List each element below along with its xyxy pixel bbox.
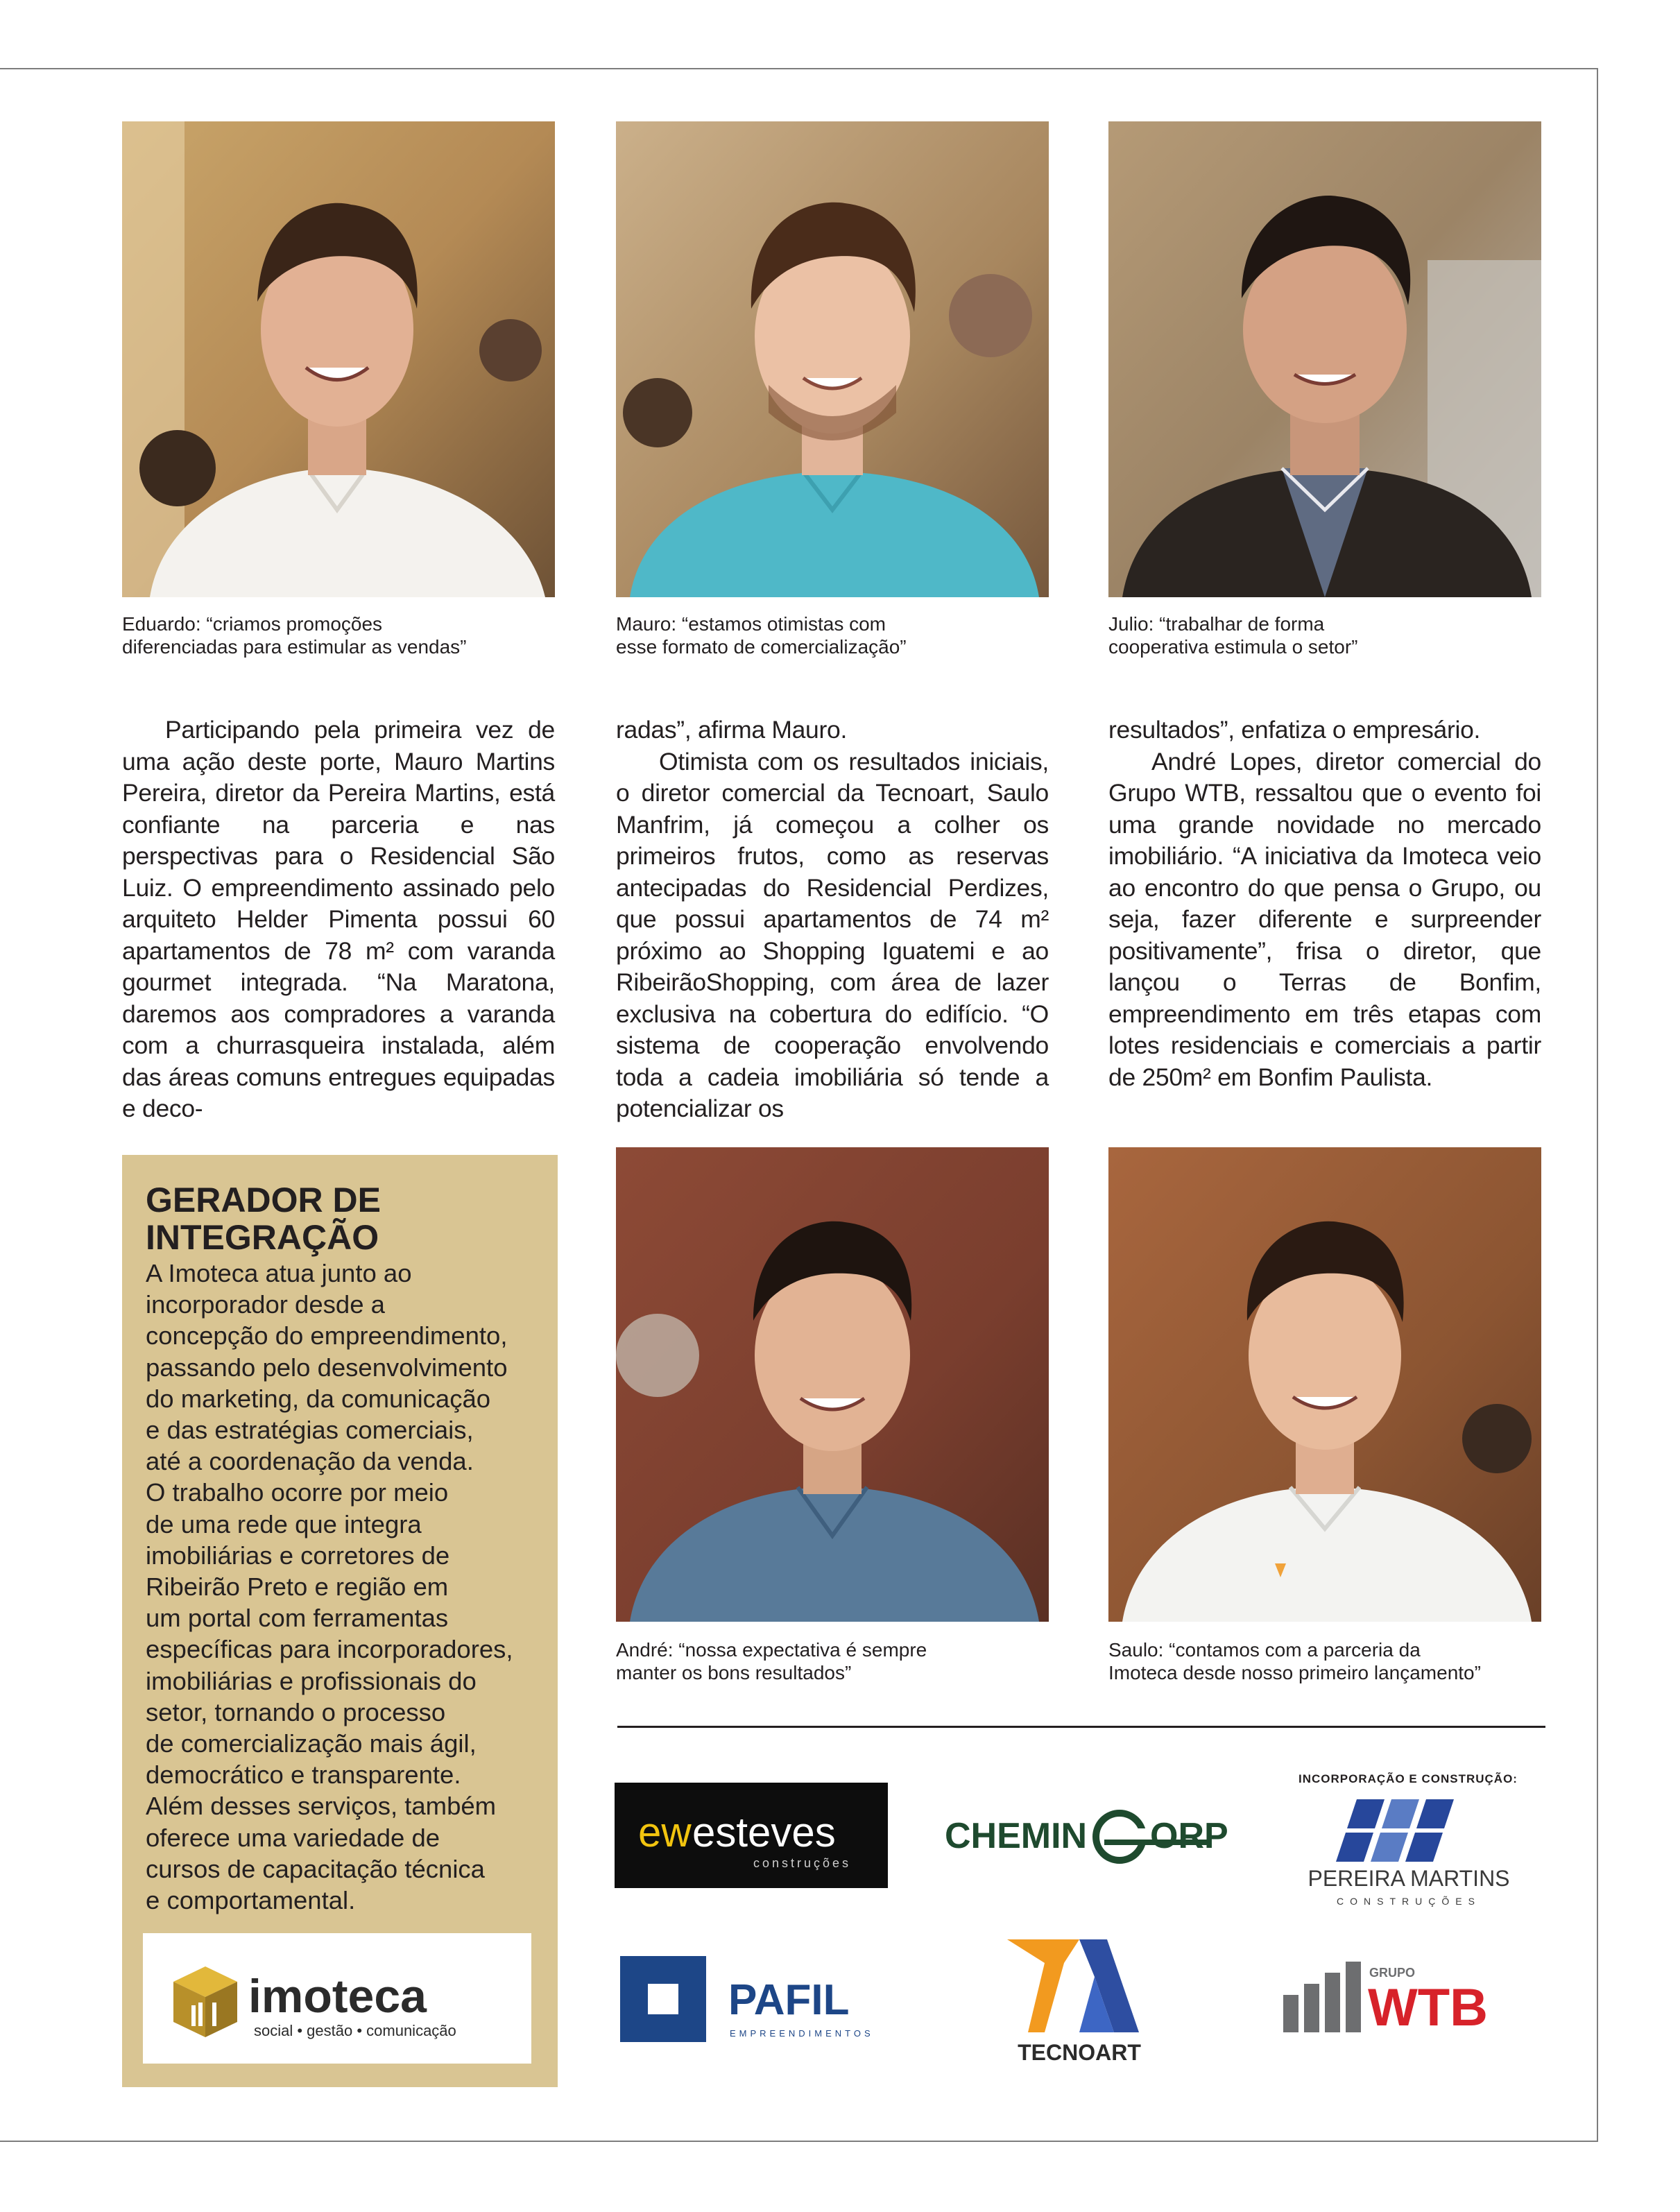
chemin-right-text: ORP [1150,1816,1228,1856]
pereira-sub-text: CONSTRUÇÕES [1337,1896,1481,1907]
esteves-name-text: esteves [692,1809,836,1855]
photo-saulo [1108,1147,1541,1622]
article-paragraph: Otimista com os resultados iniciais, o diretor comercial da Tecnoart, Saulo Manfrim, já começou a colher os primeiros frutos, como as reservas antecipadas do Residencial Perdizes, que possui apartamentos de 74 m² próximo ao Shopping Iguatemi e ao RibeirãoShopping, com área de lazer exclusiva na cobertura do edifício. “O sistema de cooperação envolvendo toda a cadeia imobiliária só tende a potencializar os [616,747,1049,1122]
caption-julio [1108,612,1541,658]
imoteca-logo-name: imoteca [248,1970,427,2023]
sidebar-line: O trabalho ocorre por meio [146,1478,449,1507]
caption-andre [616,1638,1049,1684]
sidebar-text [146,1258,548,1916]
wtb-name-text: WTB [1368,1978,1489,2032]
frame-top-rule [0,68,1598,69]
logo-pafil [617,1950,888,2048]
esteves-sub-text: construções [753,1856,852,1870]
sidebar-line: imobiliárias e profissionais do [146,1666,477,1695]
sidebar-line: imobiliárias e corretores de [146,1541,450,1570]
sidebar-line: um portal com ferramentas [146,1604,449,1633]
pereira-martins-emblem-icon [1329,1799,1482,1862]
logo-grupo-wtb [1280,1956,1530,2032]
wtb-grupo-text: GRUPO [1369,1966,1416,1980]
sidebar-title [146,1181,534,1256]
pafil-name-text: PAFIL [728,1976,850,2024]
imoteca-logo [143,1933,531,2064]
photo-andre [616,1147,1049,1622]
sidebar-line: de comercialização mais ágil, [146,1729,477,1758]
caption-eduardo [122,612,555,658]
pafil-sub-text: EMPREENDIMENTOS [730,2028,874,2039]
sponsors-label: INCORPORAÇÃO E CONSTRUÇÃO: [1298,1772,1518,1785]
caption-saulo-line2: Imoteca desde nosso primeiro lançamento” [1108,1662,1481,1683]
sidebar-line: do marketing, da comunicação [146,1384,491,1413]
article-paragraph: radas”, afirma Mauro. [616,716,848,744]
sidebar-line: de uma rede que integra [146,1509,422,1538]
caption-julio-line1: Julio: “trabalhar de forma [1108,613,1325,635]
sidebar-line: e comportamental. [146,1886,356,1915]
caption-mauro [616,612,1049,658]
sidebar-box [122,1155,558,2087]
sidebar-line: Além desses serviços, também [146,1792,497,1821]
logo-chemin-corp [945,1801,1232,1867]
caption-saulo [1108,1638,1541,1684]
tecnoart-emblem-icon [1007,1939,1139,2032]
frame-right-rule [1597,68,1598,2141]
article-paragraph: André Lopes, diretor comercial do Grupo WTB, ressaltou que o evento foi uma grande novidade no mercado imobiliário. “A iniciativa da Imoteca veio ao encontro do que pensa o Grupo, ou seja, fazer diferente e surpreender positivamente”, frisa o diretor, que lançou o Terras de Bonfim, empreendimento em três etapas com lotes residenciais e comerciais a partir de 250m² em Bonfim Paulista. [1108,747,1541,1091]
sidebar-line: cursos de capacitação técnica [146,1854,485,1883]
caption-saulo-line1: Saulo: “contamos com a parceria da [1108,1639,1421,1661]
caption-andre-line1: André: “nossa expectativa é sempre [616,1639,927,1661]
pafil-square-icon [620,1956,706,2042]
article-column-2 [616,714,1049,1125]
sidebar-title-line2: INTEGRAÇÃO [146,1218,379,1257]
caption-eduardo-line1: Eduardo: “criamos promoções [122,613,383,635]
sidebar-line: e das estratégias comerciais, [146,1416,474,1445]
logo-ew-esteves [615,1783,888,1888]
article-column-3 [1108,714,1541,1093]
imoteca-logo-tagline: social • gestão • comunicação [254,2022,456,2039]
article-column-1 [122,714,555,1125]
logo-tecnoart [1003,1935,1156,2067]
wtb-bars-icon [1283,1962,1361,2032]
caption-andre-line2: manter os bons resultados” [616,1662,852,1683]
sidebar-line: específicas para incorporadores, [146,1635,513,1664]
sponsors-divider [617,1726,1545,1728]
esteves-ew-text: ew [638,1809,692,1855]
photo-mauro [616,121,1049,597]
sidebar-line: A Imoteca atua junto ao [146,1259,412,1287]
sidebar-title-line1: GERADOR DE [146,1181,381,1219]
article-paragraph: Participando pela primeira vez de uma ação deste porte, Mauro Martins Pereira, diretor da Pereira Martins, está confiante na parceria e nas perspectivas para o Residencial São Luiz. O empreendimento assinado pelo arquiteto Helder Pimenta possui 60 apartamentos de 78 m² com varanda gourmet integrada. “Na Maratona, daremos aos compradores a varanda com a churrasqueira instalada, além das áreas comuns entregues equipadas e deco- [122,716,555,1122]
sidebar-line: democrático e transparente. [146,1760,461,1790]
sidebar-line: incorporador desde a [146,1290,385,1319]
caption-eduardo-line2: diferenciadas para estimular as vendas” [122,636,467,658]
logo-pereira-martins [1280,1792,1537,1910]
photo-julio [1108,121,1541,597]
sidebar-line: até a coordenação da venda. [146,1447,474,1476]
sidebar-line: passando pelo desenvolvimento [146,1353,508,1382]
pereira-name-text: PEREIRA MARTINS [1308,1866,1510,1891]
article-paragraph: resultados”, enfatiza o empresário. [1108,716,1481,744]
caption-julio-line2: cooperativa estimula o setor” [1108,636,1358,658]
frame-bottom-rule [0,2141,1598,2142]
sidebar-line: Ribeirão Preto e região em [146,1572,449,1602]
sidebar-line: concepção do empreendimento, [146,1321,508,1351]
caption-mauro-line1: Mauro: “estamos otimistas com [616,613,886,635]
chemin-left-text: CHEMIN [945,1816,1088,1856]
photo-eduardo [122,121,555,597]
sidebar-line: oferece uma variedade de [146,1823,440,1852]
tecnoart-name-text: TECNOART [1018,2040,1141,2065]
caption-mauro-line2: esse formato de comercialização” [616,636,907,658]
imoteca-cube-icon [173,1966,237,2037]
sidebar-line: setor, tornando o processo [146,1697,446,1726]
